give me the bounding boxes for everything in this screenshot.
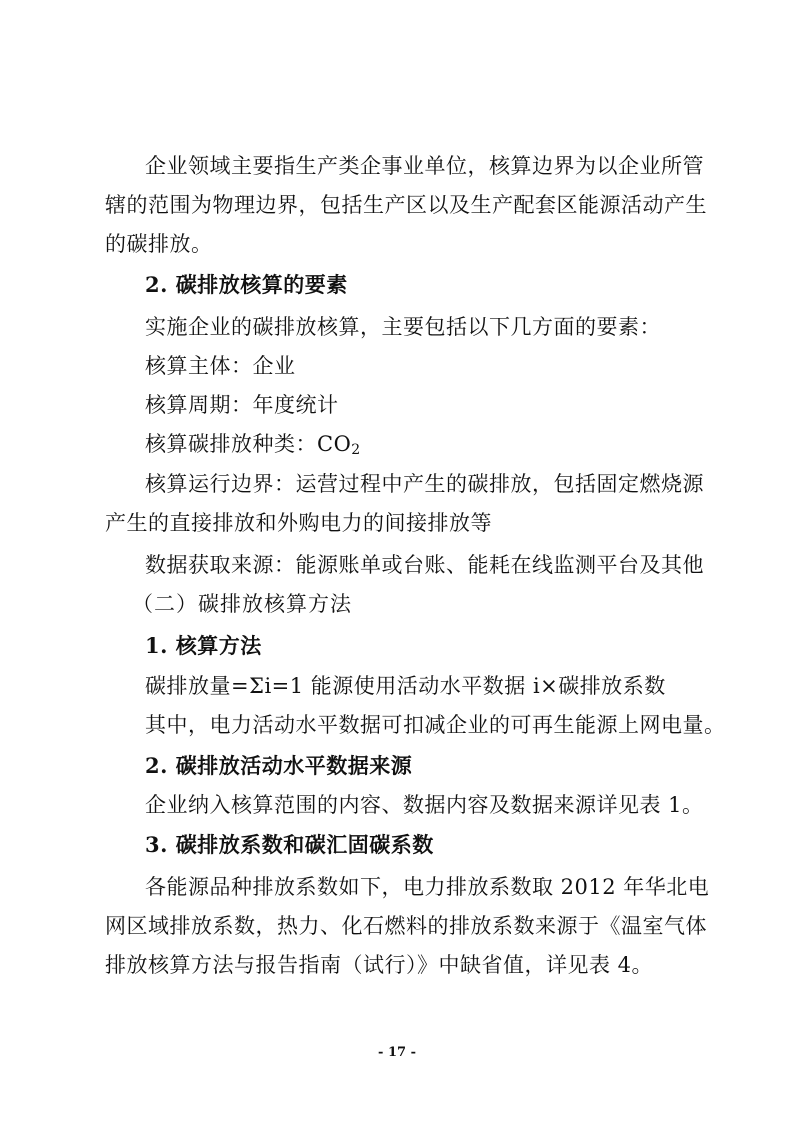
paragraph-line: 实施企业的碳排放核算，主要包括以下几方面的要素： bbox=[145, 315, 661, 339]
paragraph-line: 排放核算方法与报告指南（试行）》中缺省值，详见表 4。 bbox=[105, 953, 654, 977]
co2-subscript: 2 bbox=[351, 442, 361, 458]
heading-activity-data: 2. 碳排放活动水平数据来源 bbox=[145, 753, 413, 778]
heading-emission-factors: 3. 碳排放系数和碳汇固碳系数 bbox=[145, 832, 434, 857]
paragraph-line: 网区域排放系数，热力、化石燃料的排放系数来源于《温室气体 bbox=[105, 914, 707, 938]
section-heading: （二）碳排放核算方法 bbox=[132, 592, 352, 616]
paragraph-line: 各能源品种排放系数如下，电力排放系数取 2012 年华北电 bbox=[145, 875, 710, 899]
paragraph-line: 核算主体：企业 bbox=[145, 354, 296, 378]
paragraph-line: 企业纳入核算范围的内容、数据内容及数据来源详见表 1。 bbox=[145, 793, 704, 817]
paragraph-line: 数据获取来源：能源账单或台账、能耗在线监测平台及其他 bbox=[145, 553, 704, 577]
paragraph-line: 辖的范围为物理边界，包括生产区以及生产配套区能源活动产生 bbox=[105, 193, 707, 217]
paragraph-line: 企业领域主要指生产类企事业单位，核算边界为以企业所管 bbox=[145, 154, 704, 178]
paragraph-line bbox=[145, 430, 705, 458]
heading-elements: 2. 碳排放核算的要素 bbox=[145, 272, 348, 297]
emission-type-text: 核算碳排放种类：CO bbox=[145, 432, 352, 456]
paragraph-line: 产生的直接排放和外购电力的间接排放等 bbox=[105, 511, 492, 535]
formula-line: 碳排放量=Σi=1 能源使用活动水平数据 i×碳排放系数 bbox=[145, 674, 666, 698]
paragraph-line: 其中，电力活动水平数据可扣减企业的可再生能源上网电量。 bbox=[145, 713, 726, 737]
paragraph-line: 核算运行边界：运营过程中产生的碳排放，包括固定燃烧源 bbox=[145, 472, 704, 496]
heading-method: 1. 核算方法 bbox=[145, 633, 262, 658]
paragraph-line: 的碳排放。 bbox=[105, 232, 213, 256]
paragraph-line: 核算周期：年度统计 bbox=[145, 393, 339, 417]
page-number: - 17 - bbox=[378, 1045, 416, 1060]
